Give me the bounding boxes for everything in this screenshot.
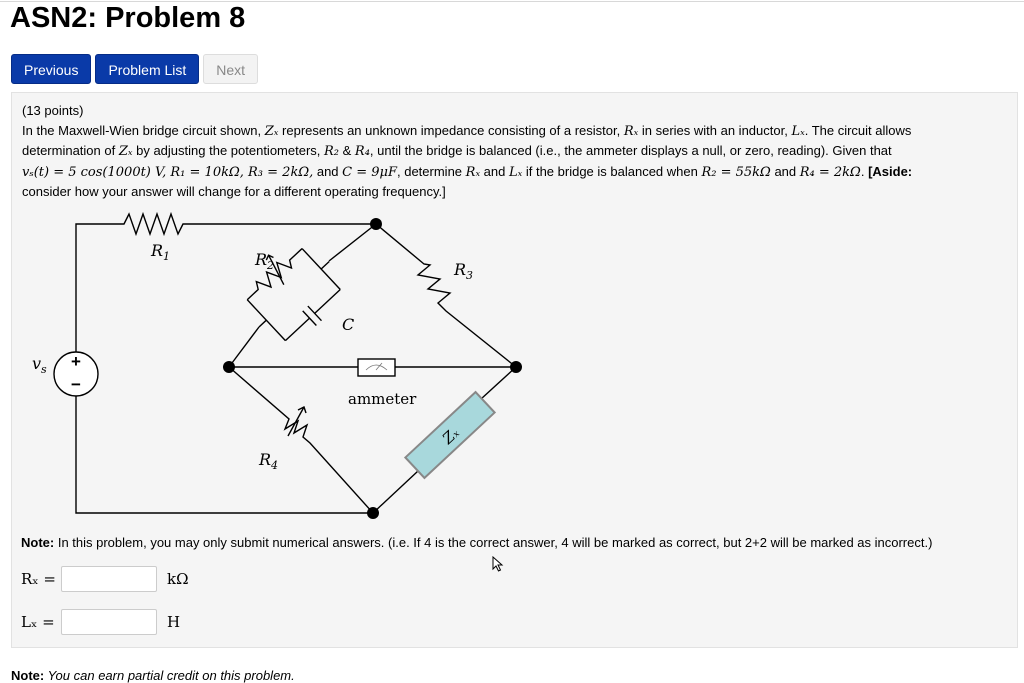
ammeter-label: ammeter [348, 390, 417, 408]
text-seg: represents an unknown impedance consisting of a resistor, [278, 122, 624, 138]
r2-label: $R_2$ [255, 250, 275, 272]
problem-nav [11, 54, 258, 84]
node-top [370, 218, 382, 230]
footnote-label: Note: [11, 668, 45, 683]
problem-list-button[interactable]: Problem List [95, 54, 199, 84]
text-seg: , determine [397, 163, 466, 179]
c-label: C [342, 315, 355, 334]
r2-resistor [242, 243, 306, 304]
zx-impedance [405, 392, 494, 478]
aside-label: [Aside: [868, 163, 913, 179]
rx-label: Rₓ = [21, 570, 56, 588]
answer-rx-row [21, 566, 189, 592]
vs-label: $v_s$ [32, 354, 47, 376]
text-seg: determination of [22, 143, 119, 158]
footnote-text: You can earn partial credit on this problem. [44, 668, 295, 683]
r4-resistor [229, 367, 373, 513]
text-seg: . [860, 163, 869, 179]
ammeter-box [358, 359, 395, 376]
text-seg: by adjusting the potentiometers, [132, 143, 325, 158]
math-r2-value: R₂ = 55kΩ [701, 164, 771, 180]
math-lx: Lₓ [508, 164, 523, 180]
r1-label: $R_1$ [151, 241, 171, 263]
page-title: ASN2: Problem 8 [10, 2, 246, 34]
answer-lx-row [21, 609, 180, 635]
math-rx: Rₓ [623, 123, 639, 139]
aside-text: consider how your answer will change for a different operating frequency.] [22, 184, 446, 199]
next-button[interactable]: Next [203, 54, 258, 84]
lx-label: Lₓ = [21, 613, 55, 631]
math-c: C = 9μF [342, 164, 397, 180]
partial-credit-note [11, 668, 295, 683]
r3-resistor [376, 224, 516, 367]
problem-text [22, 121, 1007, 202]
node-left [223, 361, 235, 373]
text-seg: , until the bridge is balanced (i.e., the ammeter displays a null, or zero, reading). Given that [369, 143, 892, 158]
text-seg: and [770, 163, 800, 179]
rx-input[interactable] [61, 566, 157, 592]
text-seg: & [339, 143, 355, 158]
note-text: In this problem, you may only submit numerical answers. (i.e. If 4 is the correct answer, 4 will be marked as correct, but 2+2 will be marked as incorrect.) [54, 535, 933, 550]
math-r4-value: R₄ = 2kΩ [799, 164, 861, 180]
node-bottom [367, 507, 379, 519]
node-right [510, 361, 522, 373]
note [21, 535, 932, 550]
lx-unit: H [167, 613, 181, 631]
points-label: (13 points) [22, 103, 84, 118]
circuit-diagram [26, 207, 546, 519]
text-seg: and [480, 163, 509, 179]
mouse-cursor-icon [492, 556, 504, 572]
rx-unit: kΩ [167, 570, 189, 588]
math-r2: R₂ [324, 144, 340, 159]
math-zx: Zₓ [264, 123, 279, 139]
math-rx: Rₓ [465, 164, 481, 180]
r4-label: $R_4$ [259, 450, 279, 472]
text-seg: In the Maxwell-Wien bridge circuit shown, [22, 122, 265, 138]
math-zx: Zₓ [118, 144, 133, 159]
minus-sign: − [71, 375, 81, 394]
math-r4: R₄ [354, 144, 370, 159]
math-lx: Lₓ [791, 123, 805, 139]
r1-resistor [76, 214, 376, 367]
bottom-wire [76, 383, 373, 513]
text-seg: . The circuit allows [804, 122, 912, 138]
text-seg: and [313, 163, 343, 179]
lx-input[interactable] [61, 609, 157, 635]
plus-sign: + [71, 352, 81, 371]
math-givens: vₛ(t) = 5 cos(1000t) V, R₁ = 10kΩ, R₃ = 2kΩ, [22, 164, 314, 180]
circuit-wires [76, 214, 516, 513]
problem-statement [22, 101, 1007, 202]
r3-label: $R_3$ [454, 260, 474, 282]
zx-label: Zₓ [438, 423, 463, 448]
note-label: Note: [21, 535, 55, 550]
previous-button[interactable]: Previous [11, 54, 91, 84]
text-seg: in series with an inductor, [638, 122, 792, 138]
text-seg: if the bridge is balanced when [522, 163, 702, 179]
